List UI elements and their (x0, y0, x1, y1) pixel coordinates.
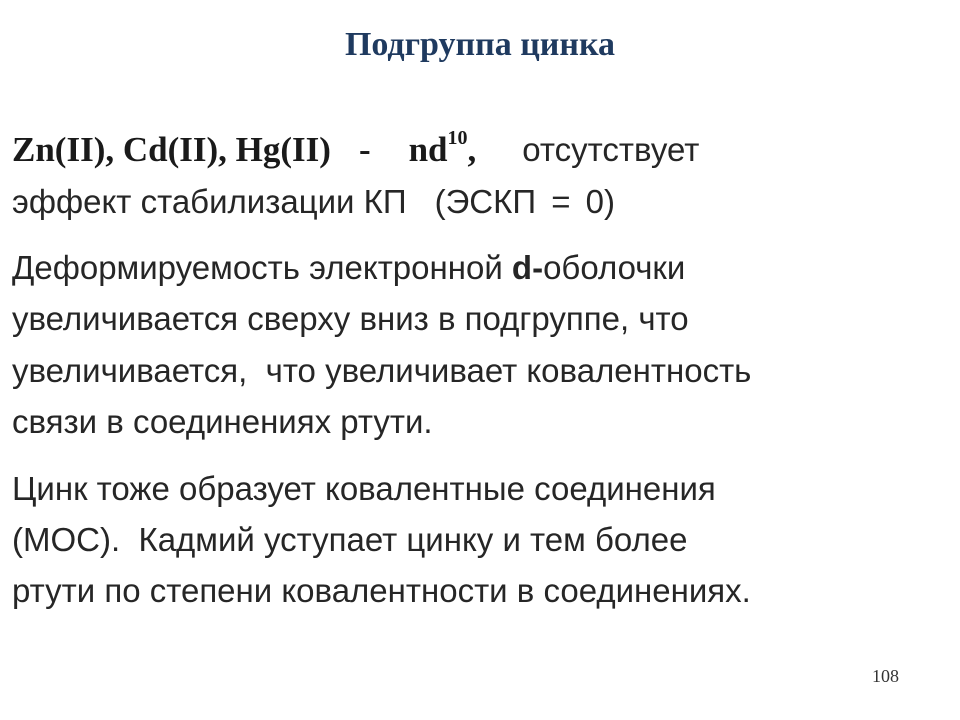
d-shell-label: d- (511, 249, 544, 286)
block3-line1: Цинк тоже образует ковалентные соединения (12, 470, 716, 507)
ion-list: Zn(II), Cd(II), Hg(II) (12, 130, 331, 169)
block1-line2 (12, 182, 615, 222)
electron-config (408, 127, 477, 169)
block3-line3: ртути по степени ковалентности в соединениях. (12, 572, 751, 609)
block2-line1 (12, 248, 685, 288)
block2-line1-prefix: Деформируемость электронной (12, 249, 512, 286)
block1-line1 (12, 127, 700, 170)
block2-line1-suffix: оболочки (543, 249, 686, 286)
block2-line2: увеличивается сверху вниз в подгруппе, что (12, 300, 689, 337)
block2-line3: увеличивается, что увеличивает ковалентность (12, 352, 752, 389)
cfse-formula: (ЭСКП = 0) (434, 183, 616, 220)
block3-line2: (МОС). Кадмий уступает цинку и тем более (12, 521, 688, 558)
block1-line1-rest: отсутствует (522, 131, 700, 168)
page-number: 108 (872, 666, 899, 686)
config-base: nd (408, 130, 448, 169)
block2-line4: связи в соединениях ртути. (12, 403, 433, 440)
config-superscript: 10 (447, 127, 468, 150)
dash: - (358, 130, 371, 169)
block1-line2-text: эффект стабилизации КП (12, 183, 407, 220)
slide-title: Подгруппа цинка (344, 26, 616, 63)
config-comma: , (467, 130, 477, 169)
